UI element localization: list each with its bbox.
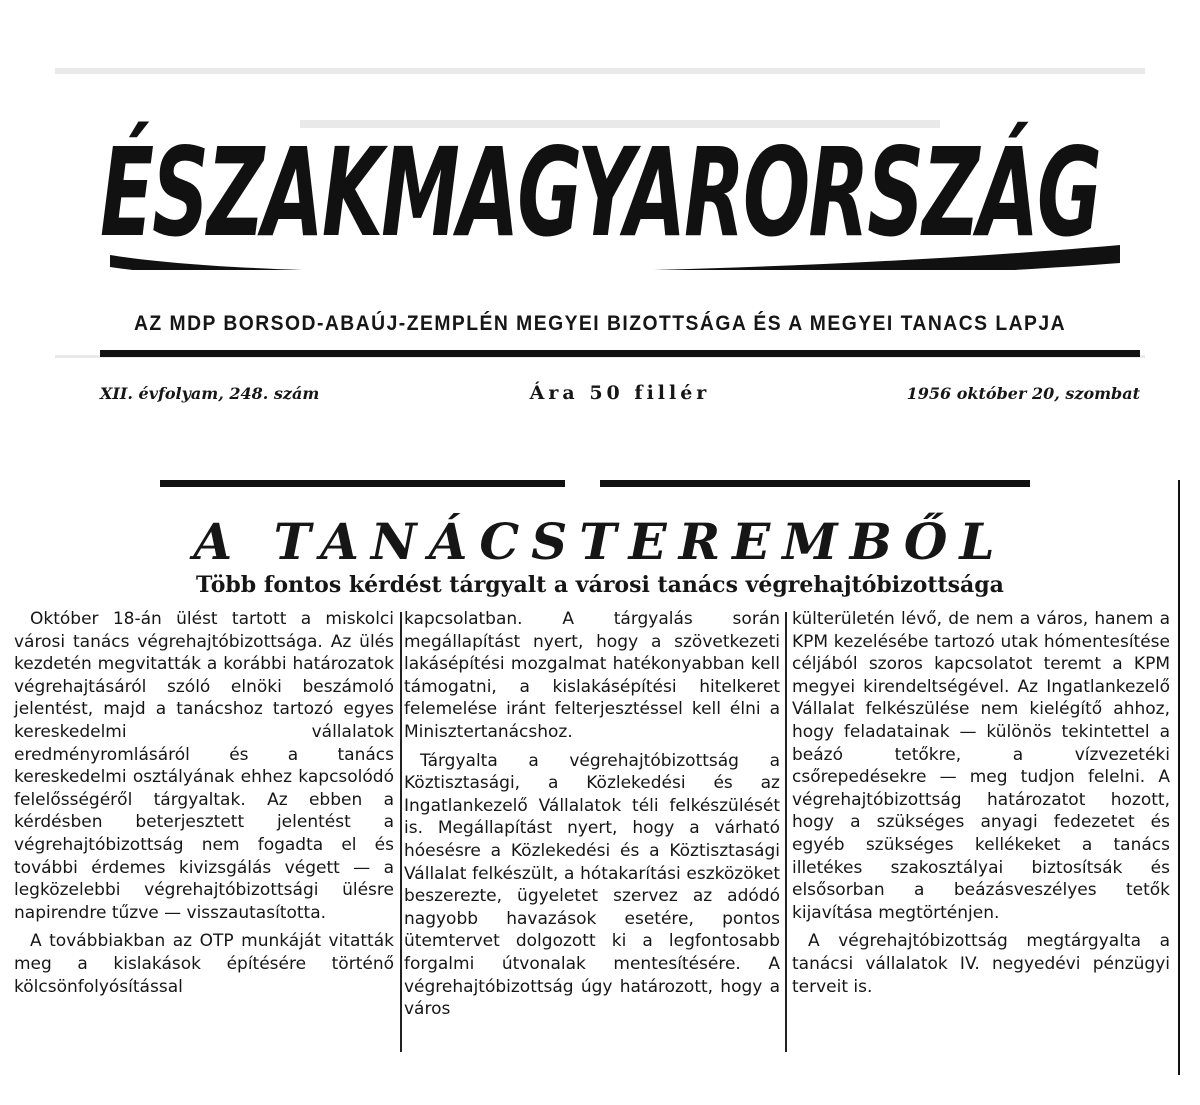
column-3-paragraph: külterületén lévő, de nem a város, hanem a KPM kezelésébe tartozó utak hómentesítése céljából szoros kapcsolatot teremt a KPM megyei kirendeltségével. Az Ingatlankezelő Vállalat felkészülése nem kielégítő ahhoz, hogy feladatainak — különös tekintettel a beázó tetőkre, a vízvezetéki csőrepedésekre — meg tudjon felelni. A végrehajtóbizottság határozatot hozott, hogy a szükséges anyagi fedezetet és egyéb szükséges kellékeket a tanács illetékes szakosztályai biztosítsák és elsősorban a beázásveszélyes tetők kijavítása megtörténjen. (792, 609, 1170, 923)
column-3-paragraph: A végrehajtóbizottság megtárgyalta a tanácsi vállalatok IV. negyedévi pénzügyi terveit is. (792, 931, 1170, 997)
article-column-2 (404, 608, 780, 1021)
column-2-paragraph: Tárgyalta a végrehajtóbizottság a Köztisztasági, a Közlekedési és az Ingatlankezelő Vállalatok téli felkészülését is. Megállapítást nyert, hogy a várható hóesésre a Közlekedési és a Köztisztasági Vállalat felkészült, a hótakarítási eszközöket beszerezte, ügyeletet szervez az adódó nagyobb havazások esetére, pontos ütemtervet dolgozott ki a legfontosabb forgalmi útvonalak mentesítésére. A végrehajtóbizottság úgy határozott, hogy a város (404, 750, 780, 1020)
article-column-3 (792, 608, 1170, 998)
article-column-1 (14, 608, 394, 998)
column-2-paragraph: kapcsolatban. A tárgyalás során megállapítást nyert, hogy a szövetkezeti lakásépítési mozgalmat hatékonyabban kell támogatni, a kislakásépítési hitelkeret felemelése iránt felterjesztéssel kell élni a Minisztertanácshoz. (404, 609, 780, 742)
article-top-rule (160, 480, 565, 487)
article-title: A TANÁCSTEREMBŐL (193, 512, 1007, 571)
column-divider (400, 612, 402, 1052)
price: Ára 50 fillér (529, 382, 711, 404)
masthead-title: ÉSZAKMAGYARORSZÁG (100, 122, 1100, 264)
masthead-rule (100, 350, 1140, 357)
bleed-through-line (55, 68, 1145, 74)
issue-date: 1956 október 20, szombat (906, 384, 1140, 403)
article-subtitle: Több fontos kérdést tárgyalt a városi tanács végrehajtóbizottsága (196, 572, 1004, 598)
masthead-subtitle: AZ MDP BORSOD-ABAÚJ-ZEMPLÉN MEGYEI BIZOTTSÁGA ÉS A MEGYEI TANACS LAPJA (133, 312, 1067, 335)
column-1-paragraph: Október 18-án ülést tartott a miskolci városi tanács végrehajtóbizottsága. Az ülés kezdetén megvitatták a korábbi határozatok végrehajtásáról szóló elnöki beszámoló jelentést, majd a tanácshoz tartozó egyes kereskedelmi vállalatok eredményromlásáról és a tanács kereskedelmi osztályának ehhez kapcsolódó felelősségéről tárgyaltak. Az ebben a kérdésben beterjesztett jelentést a végrehajtóbizottság nem fogadta el és további érdemes kivizsgálás végett — a legközelebbi végrehajtóbizottsági ülésre napirendre tűzve — visszautasította. (14, 609, 394, 923)
column-1-paragraph: A továbbiakban az OTP munkáját vitatták meg a kislakások építésére történő kölcsönfolyósítással (14, 931, 394, 997)
masthead-logo (100, 95, 1140, 270)
issue-number: XII. évfolyam, 248. szám (100, 384, 320, 403)
article-top-rule (600, 480, 1030, 487)
column-divider (785, 612, 787, 1052)
